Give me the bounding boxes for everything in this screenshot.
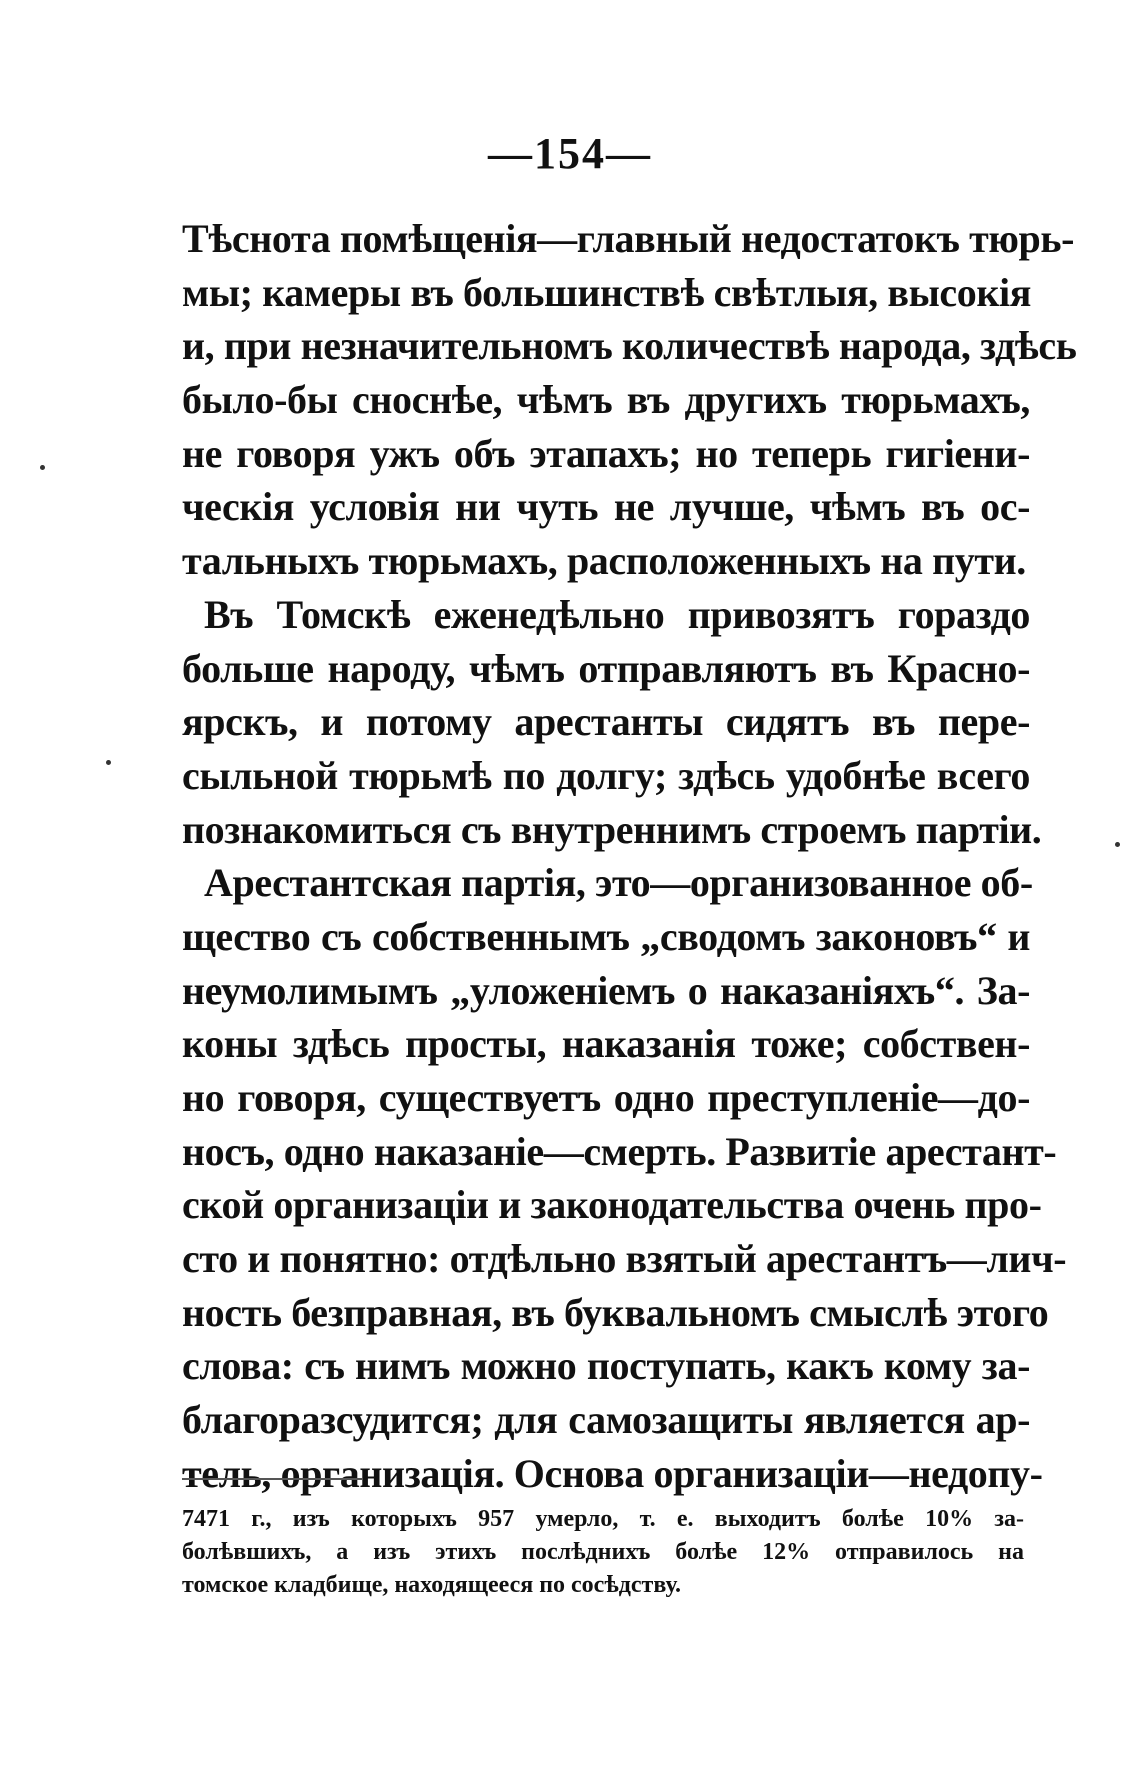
text-line: Въ Томскѣ еженедѣльно привозятъ гораздо: [204, 591, 1030, 637]
page-number: —154—: [488, 129, 652, 178]
text-line: сто и понятно: отдѣльно взятый арестантъ—лич-: [182, 1236, 1067, 1282]
text-line: мы; камеры въ большинствѣ свѣтлыя, высокія: [182, 269, 1031, 315]
text-line: Тѣснота помѣщенія—главный недостатокъ тюрь-: [182, 216, 1075, 261]
text-line: тель, организація. Основа организаціи—недопу-: [182, 1450, 1043, 1496]
footnote-line: томское кладбище, находящееся по сосѣдству.: [182, 1572, 682, 1598]
text-line: больше народу, чѣмъ отправляютъ въ Красно-: [182, 645, 1030, 691]
text-line: не говоря ужъ объ этапахъ; но теперь гигіени-: [182, 430, 1030, 476]
body-text: [182, 212, 1077, 1501]
text-line: сыльной тюрьмѣ по долгу; здѣсь удобнѣе всего: [182, 752, 1030, 798]
text-line: ской организаціи и законодательства очень про-: [182, 1182, 1042, 1228]
text-line: тальныхъ тюрьмахъ, расположенныхъ на пути.: [182, 538, 1026, 584]
text-line: слова: съ нимъ можно поступать, какъ кому за-: [182, 1343, 1030, 1389]
scan-speck: [1115, 842, 1120, 847]
scan-speck: [40, 465, 45, 470]
footnote-line: болѣвшихъ, а изъ этихъ послѣднихъ болѣе 12% отправилось на: [182, 1539, 1024, 1565]
text-line: познакомиться съ внутреннимъ строемъ партіи.: [182, 806, 1042, 852]
footnote-line: 7471 г., изъ которыхъ 957 умерло, т. е. выходитъ болѣе 10% за-: [182, 1506, 1024, 1532]
text-line: неумолимымъ „уложеніемъ о наказаніяхъ“. За-: [182, 967, 1030, 1013]
text-line: коны здѣсь просты, наказанія тоже; собствен-: [182, 1021, 1030, 1067]
text-line: носъ, одно наказаніе—смерть. Развитіе арестант-: [182, 1128, 1057, 1174]
text-line: щество съ собственнымъ „сводомъ законовъ“ и: [182, 913, 1030, 959]
text-line: и, при незначительномъ количествѣ народа, здѣсь: [182, 323, 1077, 369]
footnote: [182, 1503, 1024, 1602]
text-line: ческія условія ни чуть не лучше, чѣмъ въ ос-: [182, 484, 1030, 530]
scan-speck: [106, 760, 111, 765]
text-line: но говоря, существуетъ одно преступленіе—до-: [182, 1075, 1030, 1120]
text-line: благоразсудится; для самозащиты является ар-: [182, 1397, 1030, 1443]
footnote-rule: [182, 1478, 362, 1480]
text-line: было-бы сноснѣе, чѣмъ въ другихъ тюрьмахъ,: [182, 377, 1030, 423]
text-line: ность безправная, въ буквальномъ смыслѣ этого: [182, 1289, 1049, 1335]
text-line: Арестантская партія, это—организованное об-: [204, 860, 1033, 906]
text-line: ярскъ, и потому арестанты сидятъ въ пере-: [182, 699, 1030, 745]
